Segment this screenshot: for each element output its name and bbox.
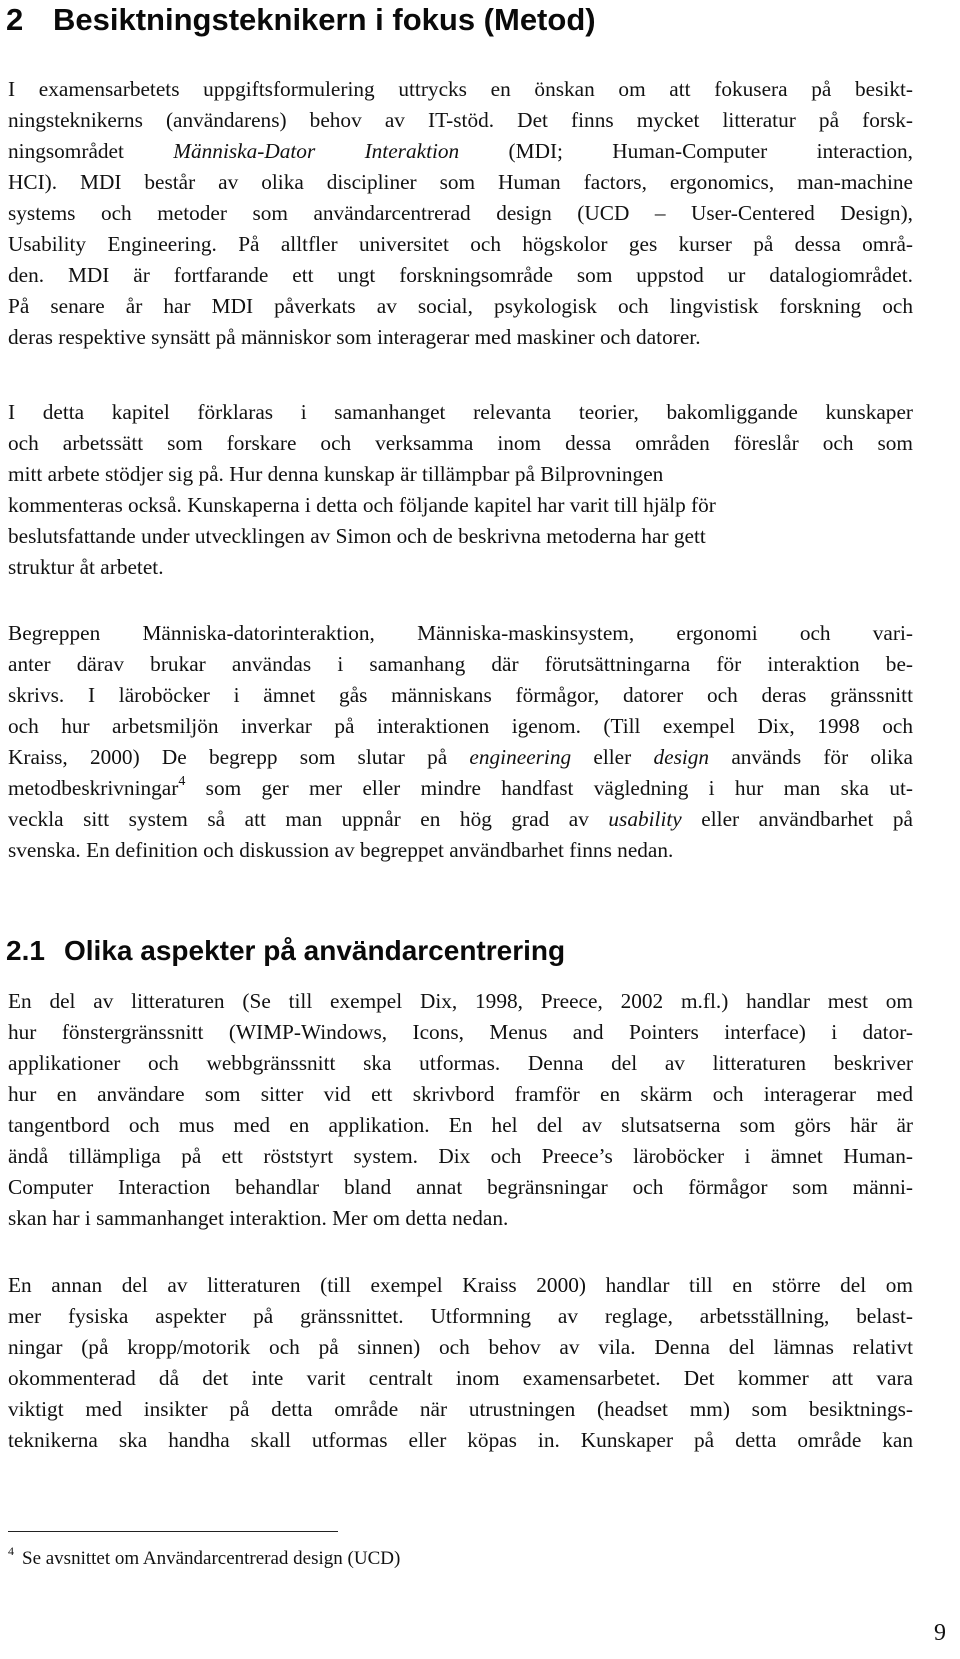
paragraph-chapter-overview [8,397,913,583]
text-line: beslutsfattande under utvecklingen av Simon och de beskrivna metoderna har gett [8,524,706,548]
footnote-text: Se avsnittet om Användarcentrerad design (UCD) [22,1548,401,1569]
footnote-reference: 4 [178,773,186,789]
text-line: En annan del av litteraturen (till exempel Kraiss 2000) handlar till en större del om [8,1273,913,1297]
emphasis-term: engineering [469,745,572,769]
text-line: På senare år har MDI påverkats av social, psykologisk och lingvistisk forskning och [8,294,913,318]
text-span: metodbeskrivningar [8,776,179,800]
text-line: Begreppen Människa-datorinteraktion, Människa-maskinsystem, ergonomi och vari- [8,621,913,645]
text-line: ändå tillämpliga på ett röststyrt system. Dix och Preece’s läroböcker i ämnet Human- [8,1144,913,1168]
text-line: I examensarbetets uppgiftsformulering uttrycks en önskan om att fokusera på besikt- [8,77,913,101]
text-line: teknikerna ska handha skall utformas eller köpas in. Kunskaper på detta område kan [8,1428,913,1452]
text-line: kommenteras också. Kunskaperna i detta och följande kapitel har varit till hjälp för [8,493,716,517]
text-line: ningsteknikerns (användarens) behov av IT-stöd. Det finns mycket litteratur på forsk- [8,108,913,132]
text-line: och hur arbetsmiljön inverkar på interaktionen igenom. (Till exempel Dix, 1998 och [8,714,913,738]
paragraph-wimp-literature [8,986,913,1234]
text-line [8,136,913,167]
text-span: eller användbarhet på [681,807,913,831]
text-line: struktur åt arbetet. [8,555,164,579]
section-number: 2.1 [6,935,45,966]
text-line: tangentbord och mus med en applikation. En hel del av slutsatserna som görs här är [8,1113,913,1137]
text-line [8,742,913,773]
emphasis-term: usability [608,807,682,831]
text-line: skrivs. I läroböcker i ämnet gås människans förmågor, datorer och deras gränssnitt [8,683,913,707]
text-line: applikationer och webbgränssnitt ska utformas. Denna del av litteraturen beskriver [8,1051,913,1075]
text-line: hur en användare som sitter vid ett skrivbord framför en skärm och interagerar med [8,1082,913,1106]
text-line: Computer Interaction behandlar bland annat begränsningar och förmågor som männi- [8,1175,913,1199]
paragraph-intro [8,74,913,353]
chapter-title: Besiktningsteknikern i fokus (Metod) [53,2,596,37]
text-line: mer fysiska aspekter på gränssnittet. Utformning av reglage, arbetsställning, belast- [8,1304,913,1328]
paragraph-concepts [8,618,913,866]
text-line: deras respektive synsätt på människor som interagerar med maskiner och datorer. [8,325,701,349]
text-line: anter därav brukar användas i samanhang där förutsättningarna för interaktion be- [8,652,913,676]
text-span: veckla sitt system så att man uppnår en hög grad av [8,807,609,831]
section-title: Olika aspekter på användarcentrering [64,935,566,966]
page-number: 9 [934,1620,946,1646]
text-line [8,773,913,804]
text-span: ningsområdet [8,139,174,163]
chapter-number: 2 [6,2,24,37]
text-line: svenska. En definition och diskussion av begreppet användbarhet finns nedan. [8,838,674,862]
text-span: eller [571,745,654,769]
text-span: som ger mer eller mindre handfast vägledning i hur man ska ut- [185,776,913,800]
text-line: systems och metoder som användarcentrerad design (UCD – User-Centered Design), [8,201,913,225]
text-line: ningar (på kropp/motorik och på sinnen) och behov av vila. Denna del lämnas relativt [8,1335,913,1359]
text-line: I detta kapitel förklaras i samanhanget relevanta teorier, bakomliggande kunskaper [8,400,913,424]
text-line [8,804,913,835]
text-span: Kraiss, 2000) De begrepp som slutar på [8,745,470,769]
section-heading [6,934,565,968]
text-line: skan har i sammanhanget interaktion. Mer om detta nedan. [8,1206,509,1230]
text-line: HCI). MDI består av olika discipliner som Human factors, ergonomics, man-machine [8,170,913,194]
text-line: hur fönstergränssnitt (WIMP-Windows, Icons, Menus and Pointers interface) i dator- [8,1020,913,1044]
emphasis-term: Människa-Dator Interaktion [173,139,460,163]
chapter-heading [6,2,596,38]
paragraph-physical-aspects [8,1270,913,1456]
footnote-marker: 4 [8,1543,14,1558]
text-line: viktigt med insikter på detta område när utrustningen (headset mm) som besiktnings- [8,1397,913,1421]
text-line: okommenterad då det inte varit centralt inom examensarbetet. Det kommer att vara [8,1366,913,1390]
emphasis-term: design [653,745,710,769]
footnote [8,1543,401,1572]
text-line: Usability Engineering. På alltfler universitet och högskolor ges kurser på dessa områ- [8,232,913,256]
text-line: En del av litteraturen (Se till exempel Dix, 1998, Preece, 2002 m.fl.) handlar mest om [8,989,913,1013]
footnote-divider [8,1531,338,1532]
text-span: används för olika [709,745,913,769]
text-line: och arbetssätt som forskare och verksamma inom dessa områden föreslår och som [8,431,913,455]
text-line: mitt arbete stödjer sig på. Hur denna kunskap är tillämpbar på Bilprovningen [8,462,664,486]
text-span: (MDI; Human-Computer interaction, [459,139,913,163]
text-line: den. MDI är fortfarande ett ungt forskningsområde som uppstod ur datalogiområdet. [8,263,913,287]
